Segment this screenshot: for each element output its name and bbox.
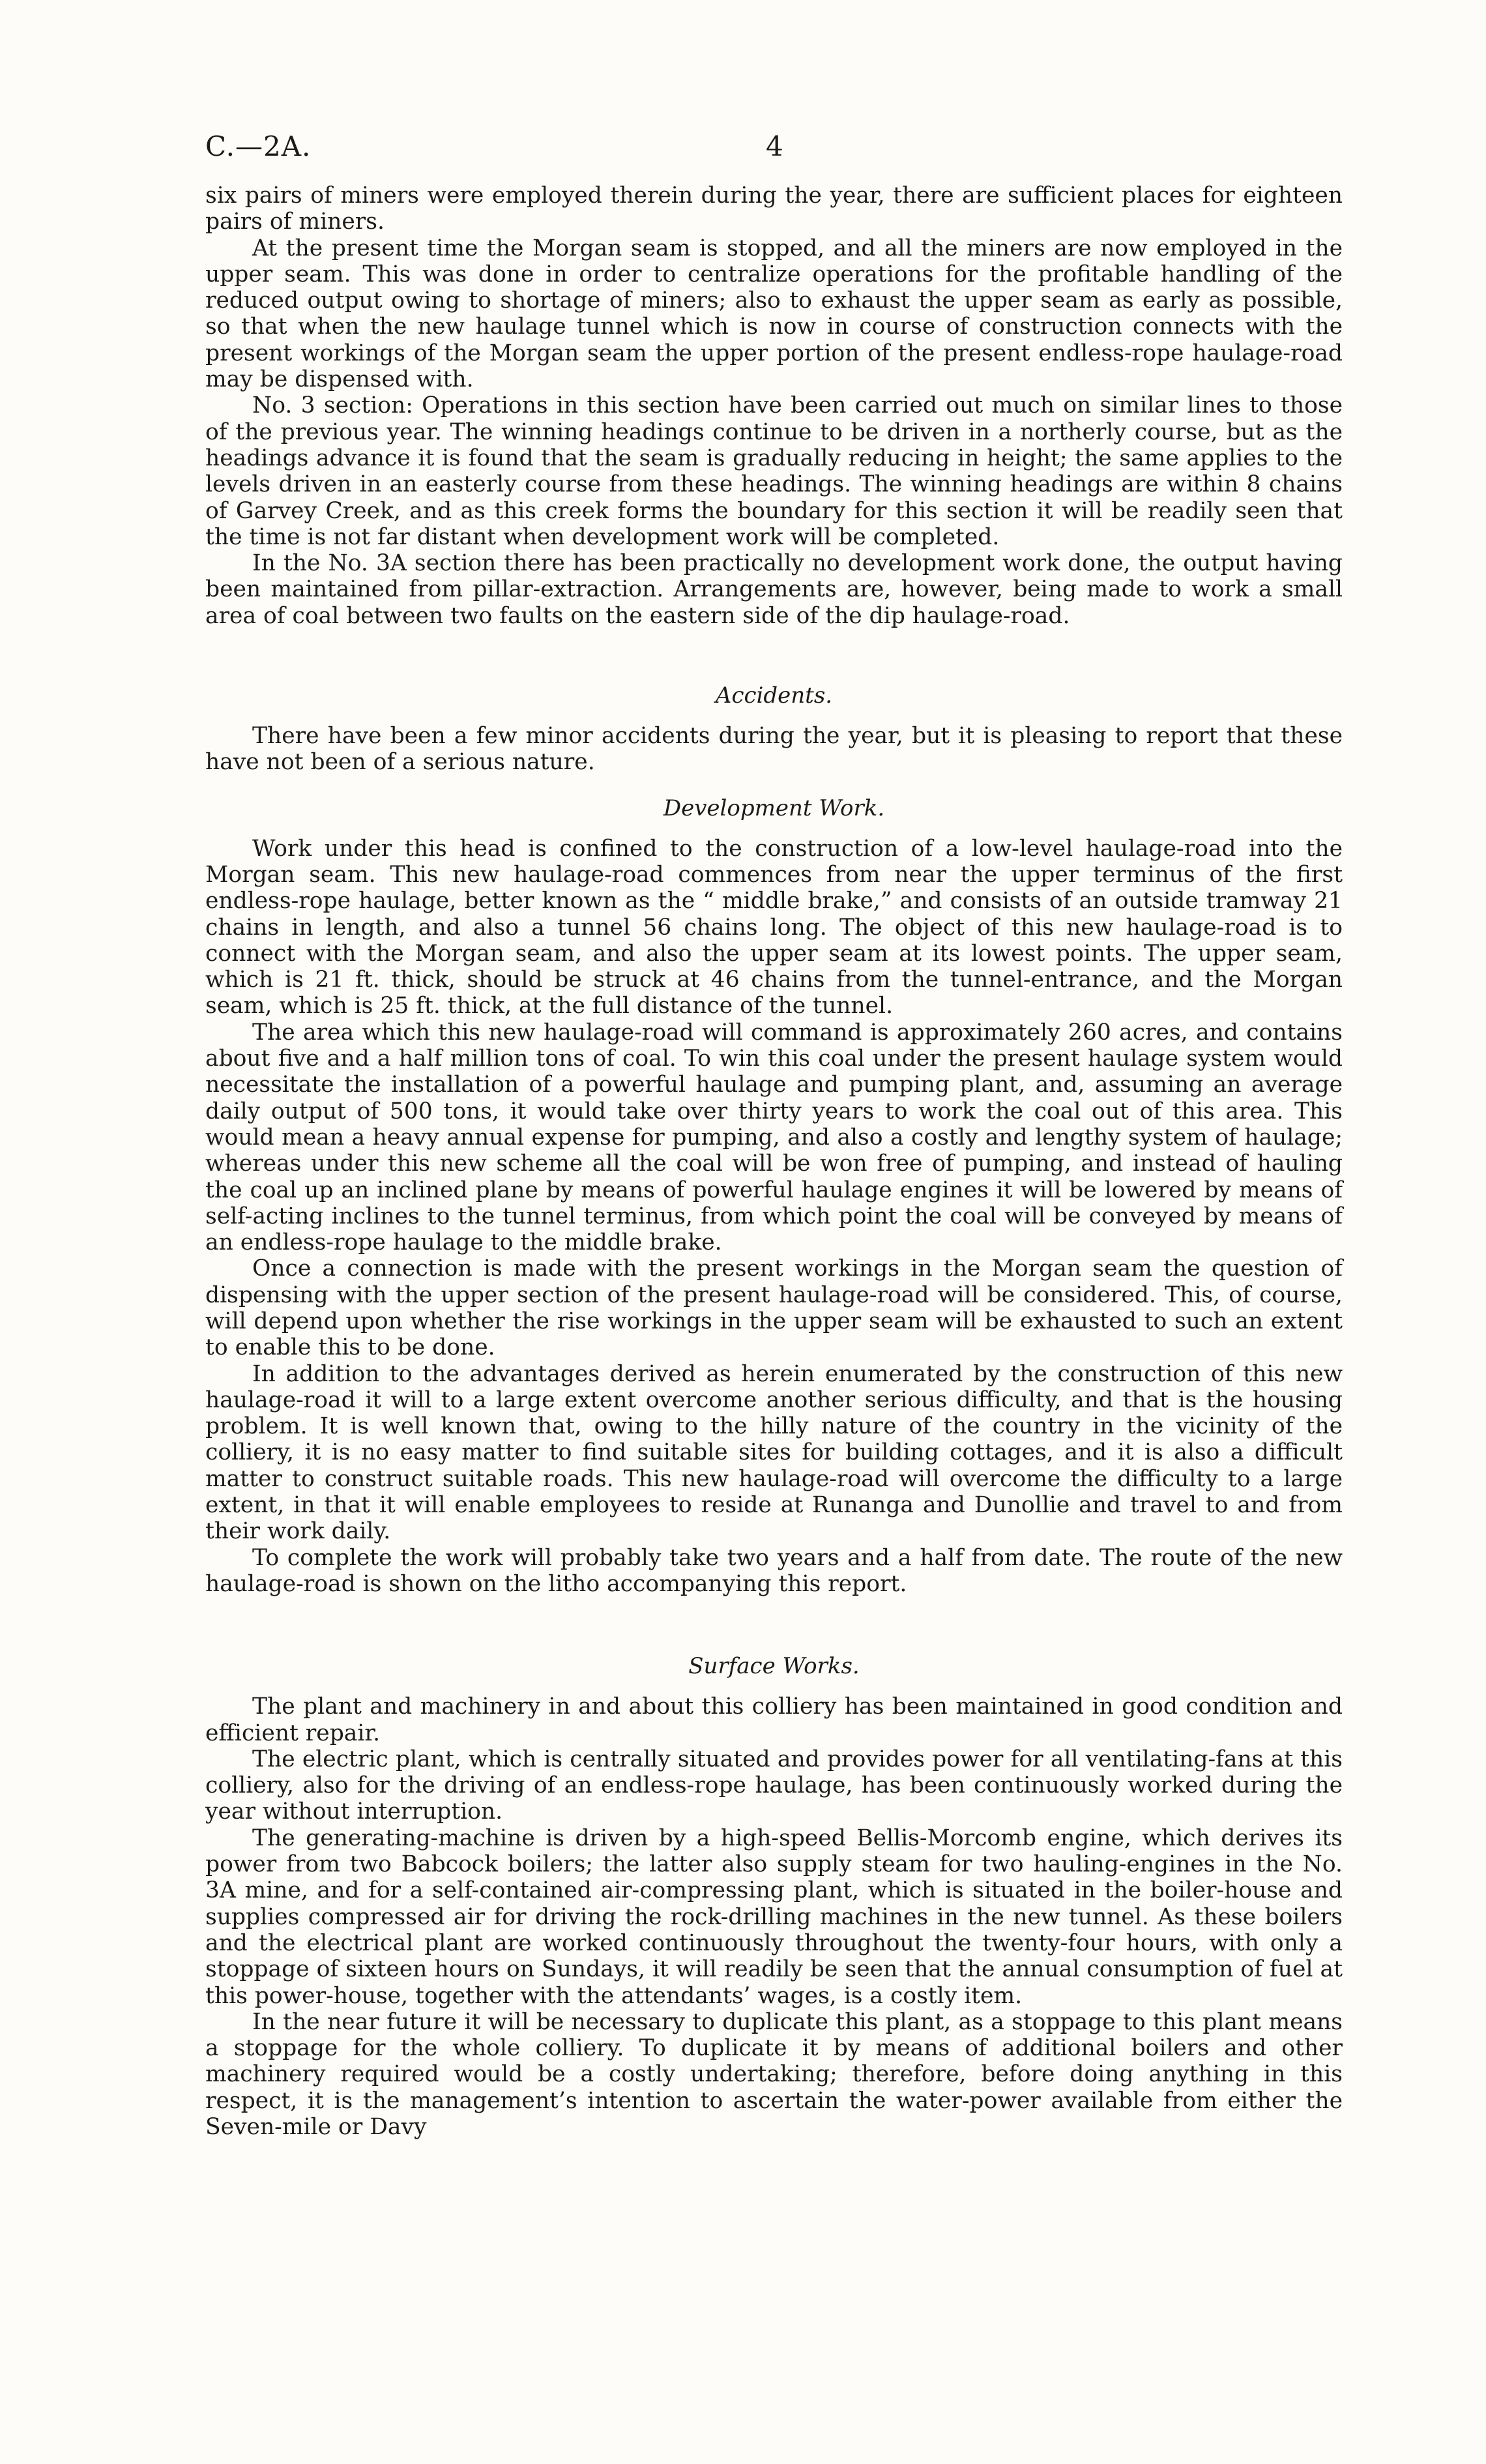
- surface-section: [205, 1694, 1343, 2140]
- document-page: [205, 130, 1343, 2140]
- intro-section: [205, 183, 1343, 629]
- page-number: 4: [766, 130, 783, 162]
- paragraph: The generating-machine is driven by a high-speed Bellis-Morcomb engine, which derives its power from two Babcock boilers; the latter also supply steam for two hauling-engines in the No. 3A mine, and for a self-contained air-compressing plant, which is situated in the boiler-house and supplies compressed air for driving the rock-drilling machines in the new tunnel. As these boilers and the electrical plant are worked continuously throughout the twenty-four hours, with only a stoppage of sixteen hours on Sundays, it will readily be seen that the annual consumption of fuel at this power-house, together with the attendants’ wages, is a costly item.: [205, 1825, 1343, 2009]
- page-header: [205, 130, 1343, 176]
- section-heading-surface-works: Surface Works.: [688, 1653, 860, 1680]
- paragraph: In addition to the advantages derived as herein enumerated by the construction of this new haulage-road it will to a large extent overcome another serious difficulty, and that is the housing problem. It is well known that, owing to the hilly nature of the country in the vicinity of the colliery, it is no easy matter to find suitable sites for building cottages, and it is also a difficult matter to construct suitable roads. This new haulage-road will overcome the difficulty to a large extent, in that it will enable employees to reside at Runanga and Dunollie and travel to and from their work daily.: [205, 1360, 1343, 1545]
- paragraph: The electric plant, which is centrally situated and provides power for all ventilating-fans at this colliery, also for the driving of an endless-rope haulage, has been continuously worked during the year without interruption.: [205, 1746, 1343, 1825]
- document-code: C.—2A.: [205, 130, 312, 162]
- paragraph: No. 3 section: Operations in this section have been carried out much on similar lines to those of the previous year. The winning headings continue to be driven in a northerly course, but as the headings advance it is found that the seam is gradually reducing in height; the same applies to the levels driven in an easterly course from these headings. The winning headings are within 8 chains of Garvey Creek, and as this creek forms the boundary for this section it will be readily seen that the time is not far distant when development work will be completed.: [205, 392, 1343, 550]
- paragraph: six pairs of miners were employed therein during the year, there are sufficient places for eighteen pairs of miners.: [205, 183, 1343, 235]
- paragraph: Work under this head is confined to the construction of a low-level haulage-road into the Morgan seam. This new haulage-road commences from near the upper terminus of the first endless-rope haulage, better known as the “ middle brake,” and consists of an outside tramway 21 chains in length, and also a tunnel 56 chains long. The object of this new haulage-road is to connect with the Morgan seam, and also the upper seam at its lowest points. The upper seam, which is 21 ft. thick, should be struck at 46 chains from the tunnel-entrance, and the Morgan seam, which is 25 ft. thick, at the full distance of the tunnel.: [205, 835, 1343, 1019]
- paragraph: To complete the work will probably take two years and a half from date. The route of the new haulage-road is shown on the litho accompanying this report.: [205, 1544, 1343, 1597]
- paragraph: The area which this new haulage-road will command is approximately 260 acres, and contains about five and a half million tons of coal. To win this coal under the present haulage system would necessitate the installation of a powerful haulage and pumping plant, and, assuming an average daily output of 500 tons, it would take over thirty years to work the coal out of this area. This would mean a heavy annual expense for pumping, and also a costly and lengthy system of haulage; whereas under this new scheme all the coal will be won free of pumping, and instead of hauling the coal up an inclined plane by means of powerful haulage engines it will be lowered by means of self-acting inclines to the tunnel terminus, from which point the coal will be conveyed by means of an endless-rope haulage to the middle brake.: [205, 1019, 1343, 1256]
- section-heading-accidents: Accidents.: [715, 682, 833, 709]
- paragraph: There have been a few minor accidents during the year, but it is pleasing to report that these have not been of a serious nature.: [205, 723, 1343, 776]
- accidents-section: [205, 723, 1343, 776]
- section-heading-development-work: Development Work.: [663, 795, 885, 821]
- paragraph: Once a connection is made with the present workings in the Morgan seam the question of dispensing with the upper section of the present haulage-road will be considered. This, of course, will depend upon whether the rise workings in the upper seam will be exhausted to such an extent to enable this to be done.: [205, 1255, 1343, 1361]
- paragraph: The plant and machinery in and about this colliery has been maintained in good condition and efficient repair.: [205, 1694, 1343, 1746]
- paragraph: In the near future it will be necessary to duplicate this plant, as a stoppage to this plant means a stoppage for the whole colliery. To duplicate it by means of additional boilers and other machinery required would be a costly undertaking; therefore, before doing anything in this respect, it is the management’s intention to ascertain the water-power available from either the Seven-mile or Davy: [205, 2008, 1343, 2140]
- paragraph: At the present time the Morgan seam is stopped, and all the miners are now employed in the upper seam. This was done in order to centralize operations for the profitable handling of the reduced output owing to shortage of miners; also to exhaust the upper seam as early as possible, so that when the new haulage tunnel which is now in course of construction connects with the present workings of the Morgan seam the upper portion of the present endless-rope haulage-road may be dispensed with.: [205, 235, 1343, 393]
- paragraph: In the No. 3A section there has been practically no development work done, the output having been maintained from pillar-extraction. Arrangements are, however, being made to work a small area of coal between two faults on the eastern side of the dip haulage-road.: [205, 550, 1343, 629]
- development-section: [205, 836, 1343, 1598]
